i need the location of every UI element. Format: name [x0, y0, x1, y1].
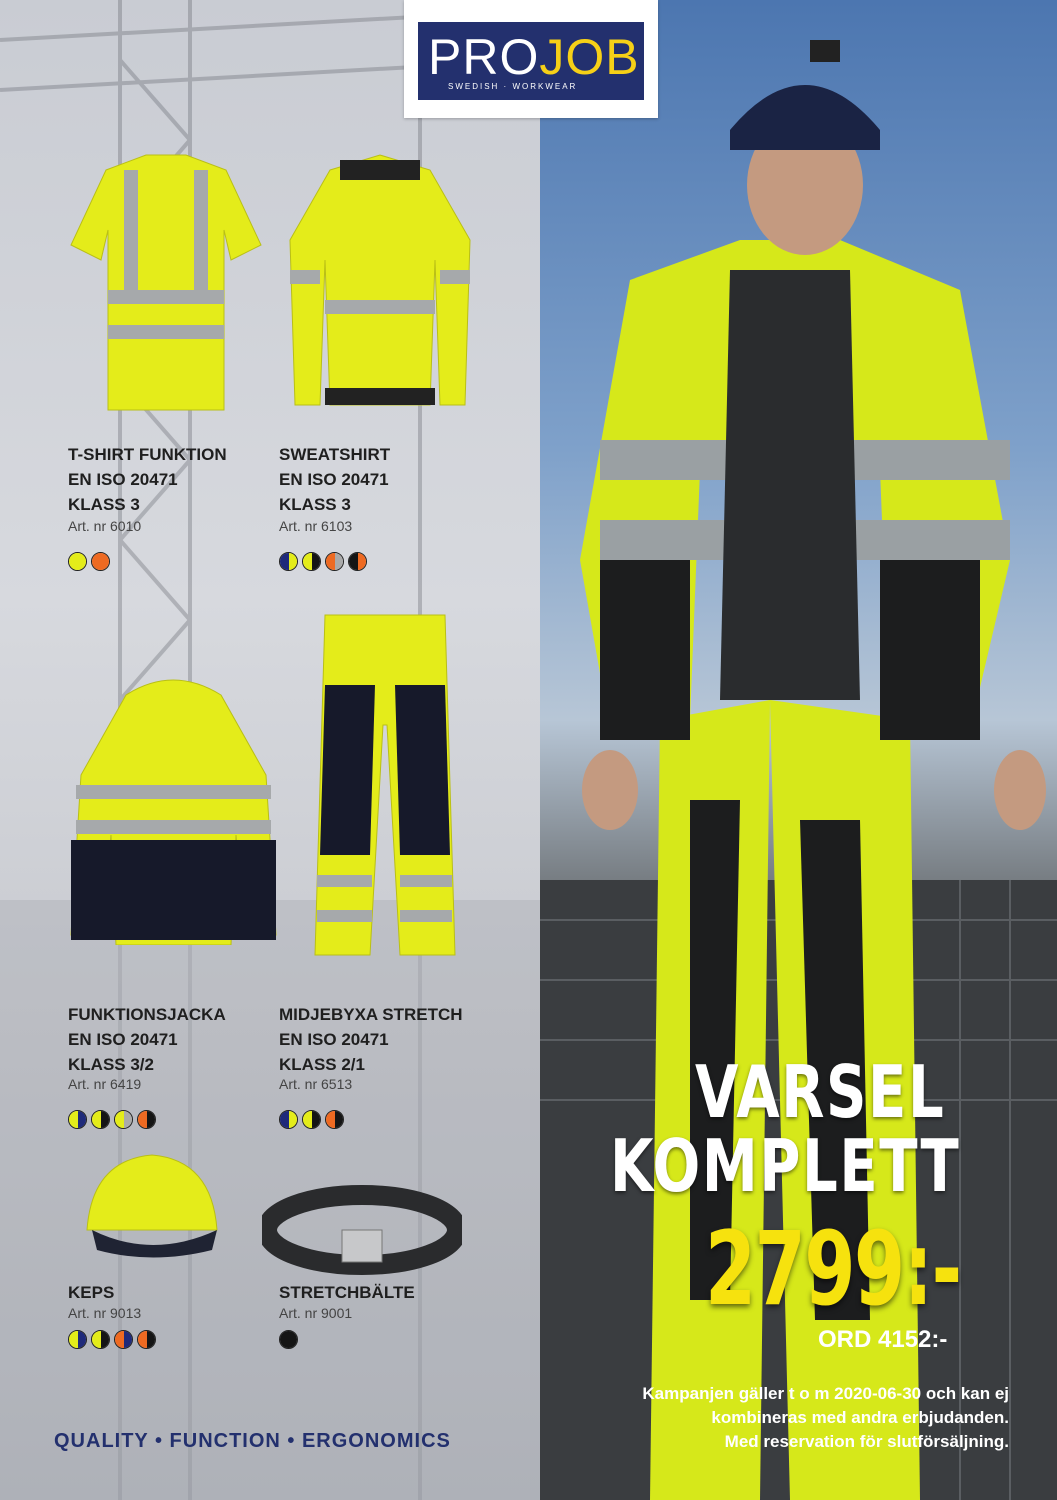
funktionsjacka-image	[66, 665, 281, 945]
color-swatch[interactable]	[348, 552, 367, 571]
color-swatch[interactable]	[68, 552, 87, 571]
color-swatch[interactable]	[137, 1110, 156, 1129]
product-art-funktionsjacka: Art. nr 6419	[68, 1076, 142, 1092]
campaign-terms-line2: kombineras med andra erbjudanden.	[711, 1408, 1009, 1427]
color-swatch[interactable]	[302, 1110, 321, 1129]
color-swatch[interactable]	[279, 1330, 298, 1349]
midjebyxa-image	[305, 605, 465, 960]
campaign-terms	[529, 1382, 1009, 1454]
logo-wordmark	[428, 28, 640, 86]
product-art-sweatshirt: Art. nr 6103	[279, 518, 353, 534]
color-swatch[interactable]	[91, 1110, 110, 1129]
color-swatch[interactable]	[91, 1330, 110, 1349]
stretchbalte-image	[262, 1180, 462, 1280]
product-art-midjebyxa: Art. nr 6513	[279, 1076, 353, 1092]
color-swatch[interactable]	[68, 1110, 87, 1129]
product-title-stretchbalte: STRETCHBÄLTE	[279, 1283, 415, 1302]
color-swatches-sweatshirt	[279, 552, 367, 571]
headline-line2: KOMPLETT	[610, 1124, 961, 1208]
color-swatch[interactable]	[279, 1110, 298, 1129]
product-title-midjebyxa: MIDJEBYXA STRETCH EN ISO 20471 KLASS 2/1	[279, 1005, 463, 1074]
color-swatches-tshirt	[68, 552, 110, 571]
color-swatch[interactable]	[114, 1330, 133, 1349]
color-swatch[interactable]	[302, 552, 321, 571]
color-swatches-stretchbalte	[279, 1330, 298, 1349]
campaign-price: 2799:-	[705, 1210, 961, 1329]
ordinary-price: ORD 4152:-	[818, 1326, 948, 1353]
logo-pro: PRO	[428, 29, 540, 85]
logo-badge	[418, 22, 644, 100]
color-swatch[interactable]	[68, 1330, 87, 1349]
color-swatch[interactable]	[114, 1110, 133, 1129]
logo-job: JOB	[539, 29, 640, 85]
color-swatch[interactable]	[137, 1330, 156, 1349]
color-swatches-keps	[68, 1330, 156, 1349]
product-title-keps: KEPS	[68, 1283, 115, 1302]
headline-line1: VARSEL	[695, 1050, 946, 1134]
product-art-tshirt: Art. nr 6010	[68, 518, 142, 534]
campaign-terms-line3: Med reservation för slutförsäljning.	[724, 1432, 1009, 1451]
product-title-sweatshirt: SWEATSHIRT EN ISO 20471 KLASS 3	[279, 445, 391, 514]
color-swatch[interactable]	[279, 552, 298, 571]
color-swatches-funktionsjacka	[68, 1110, 156, 1129]
color-swatches-midjebyxa	[279, 1110, 344, 1129]
keps-image	[72, 1150, 232, 1265]
product-art-stretchbalte: Art. nr 9001	[279, 1305, 353, 1321]
sweatshirt-image	[280, 150, 480, 415]
color-swatch[interactable]	[91, 552, 110, 571]
color-swatch[interactable]	[325, 1110, 344, 1129]
brand-tagline: QUALITY • FUNCTION • ERGONOMICS	[54, 1430, 451, 1452]
product-art-keps: Art. nr 9013	[68, 1305, 142, 1321]
brand-logo	[404, 0, 658, 118]
color-swatch[interactable]	[325, 552, 344, 571]
tshirt-image	[66, 150, 266, 420]
product-title-tshirt: T-SHIRT FUNKTION EN ISO 20471 KLASS 3	[68, 445, 227, 514]
logo-subtitle: SWEDISH · WORKWEAR	[448, 82, 578, 91]
campaign-terms-line1: Kampanjen gäller t o m 2020-06-30 och kan ej	[642, 1384, 1009, 1403]
product-title-funktionsjacka: FUNKTIONSJACKA EN ISO 20471 KLASS 3/2	[68, 1005, 226, 1074]
